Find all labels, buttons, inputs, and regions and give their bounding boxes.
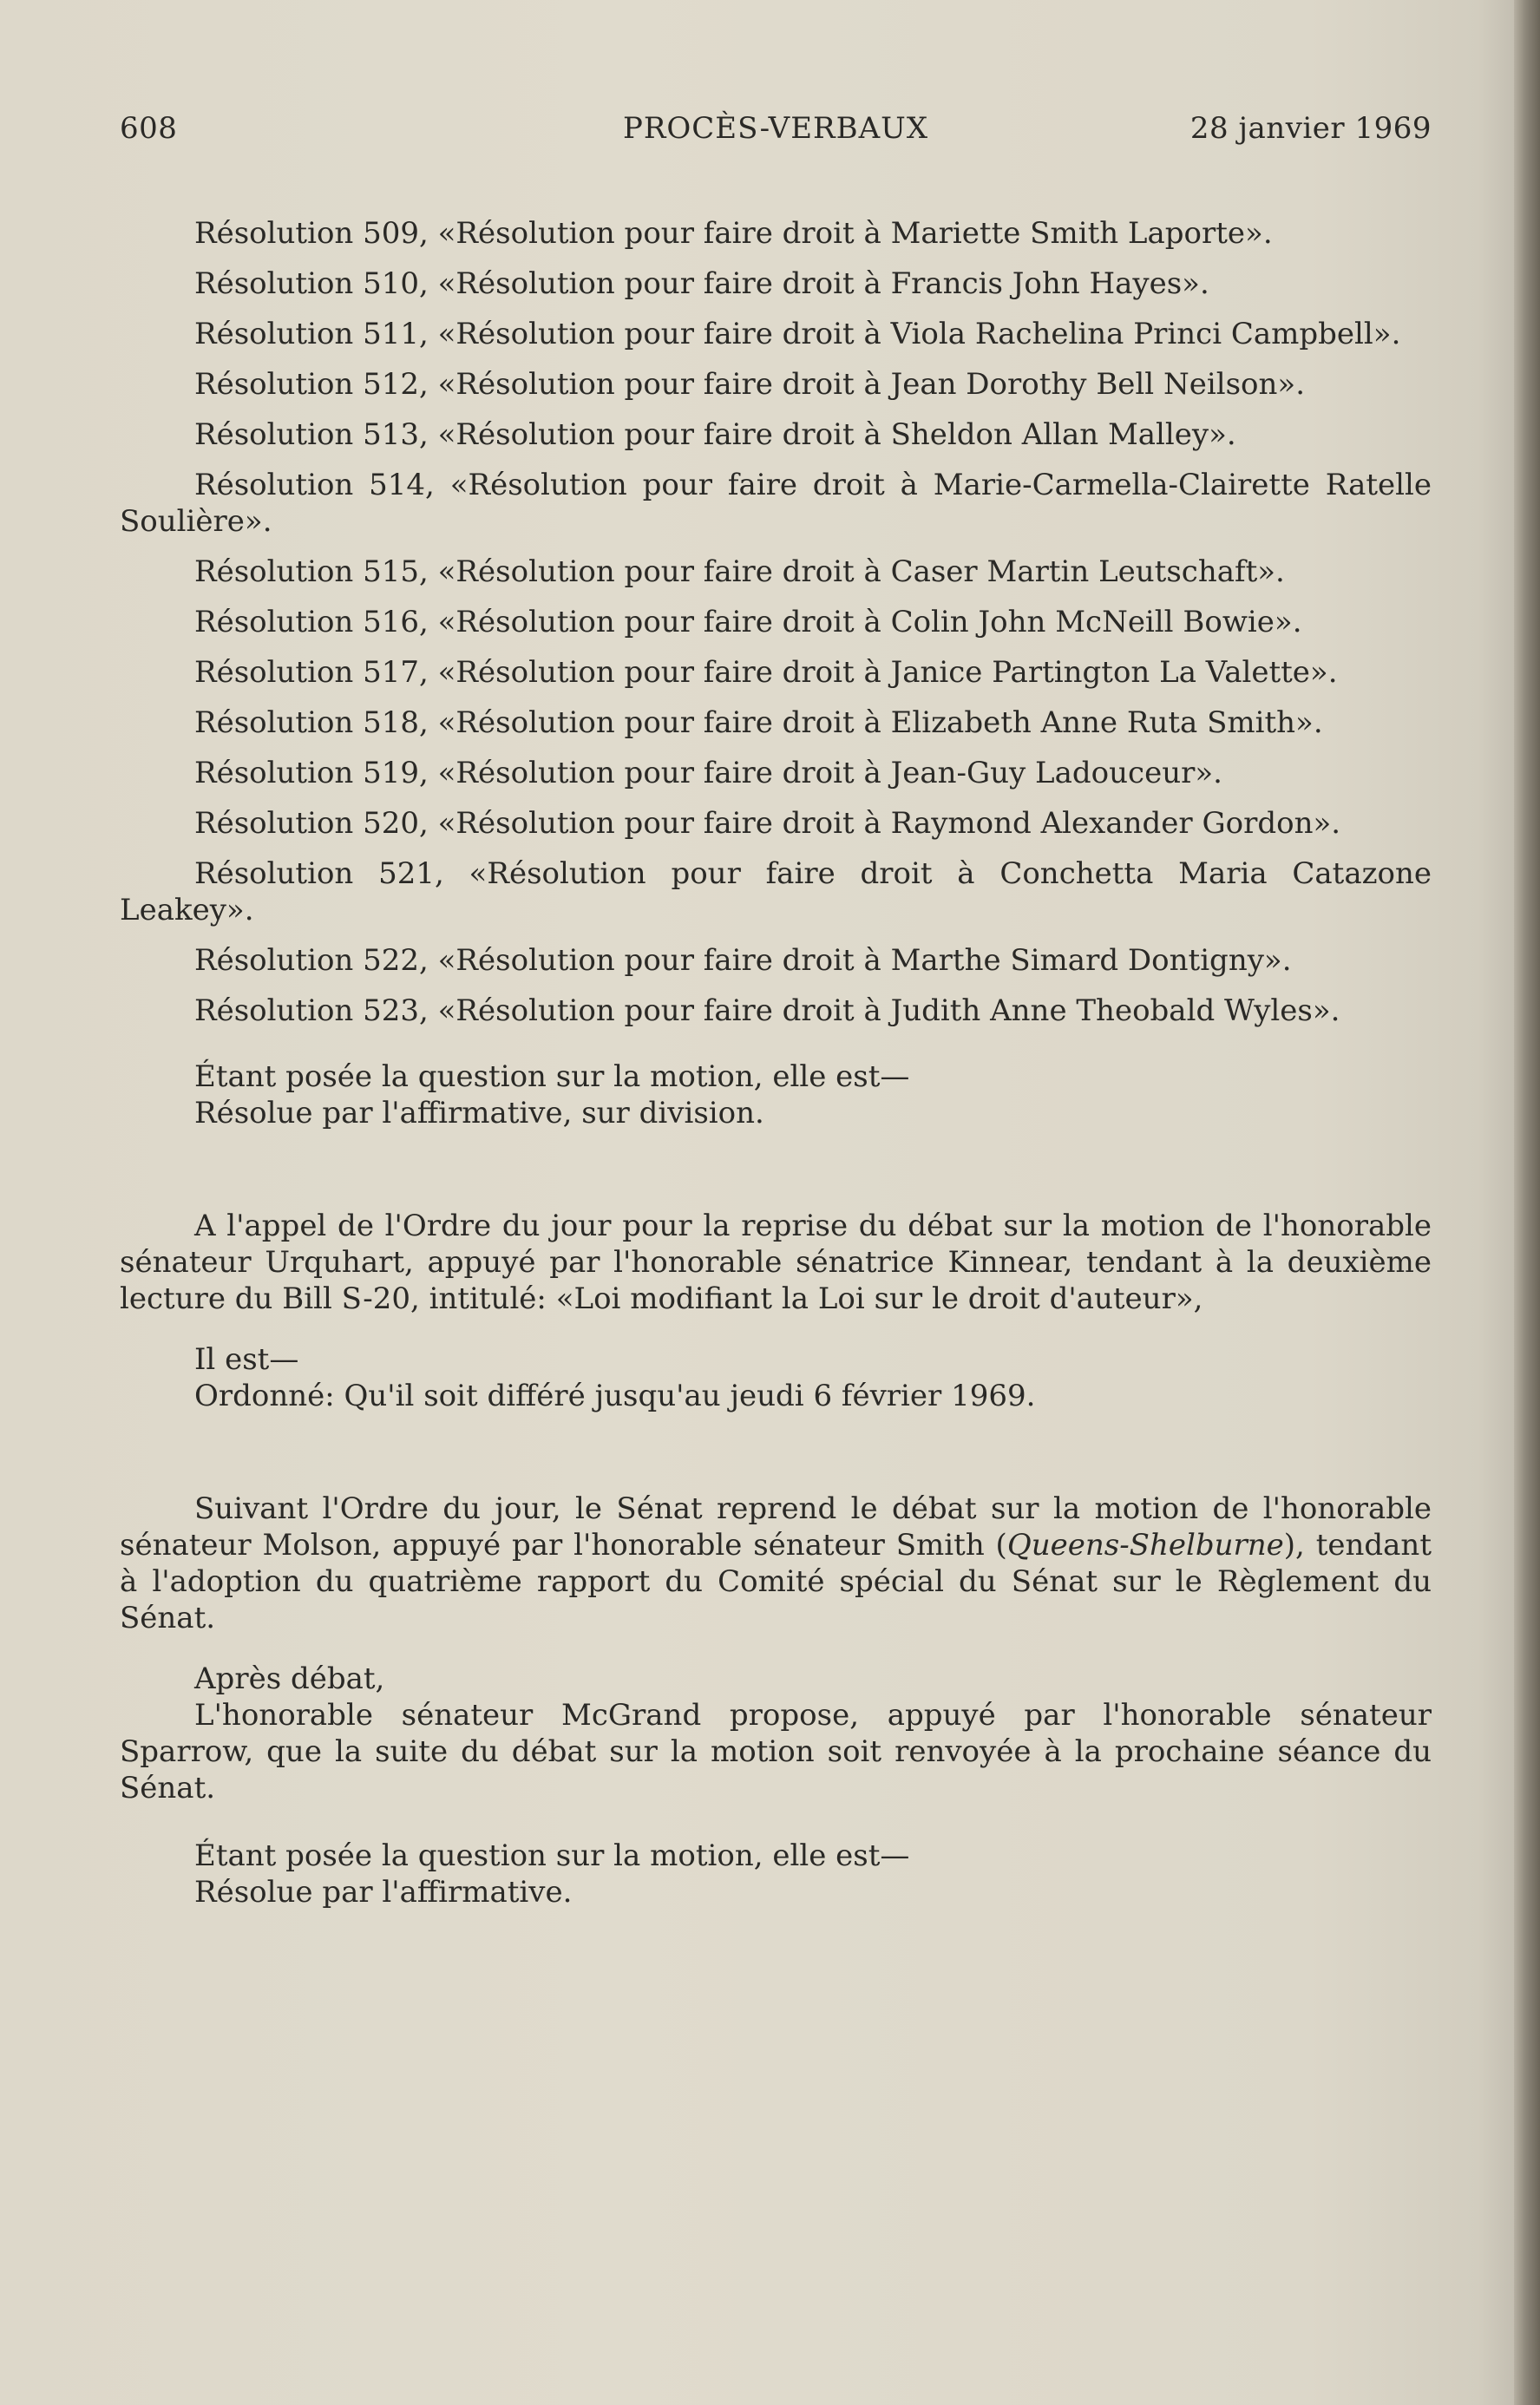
page-date: 28 janvier 1969 xyxy=(1189,111,1432,146)
resolution-item: Résolution 517, «Résolution pour faire droit à Janice Partington La Valette». xyxy=(194,655,1338,690)
resolution-item: Résolution 523, «Résolution pour faire droit à Judith Anne Theobald Wyles». xyxy=(194,993,1340,1028)
page-title: PROCÈS-VERBAUX xyxy=(622,111,929,146)
vote-result-line: Résolue par l'affirmative. xyxy=(194,1875,573,1910)
page-header xyxy=(120,111,1432,154)
vote-result-1 xyxy=(120,1058,1432,1131)
fourth-report-paragraph: Suivant l'Ordre du jour, le Sénat reprend le débat sur la motion de l'honorable sénateur Molson, appuyé par l'honorable sénateur Smith (Queens-Shelburne), tendant à l'adoption du quatrième rapport du Comité spécial du Sénat sur le Règlement du Sénat. xyxy=(120,1491,1432,1635)
resolution-item: Résolution 510, «Résolution pour faire droit à Francis John Hayes». xyxy=(194,266,1209,301)
resolution-item: Résolution 521, «Résolution pour faire droit à Conchetta Maria Catazone Leakey». xyxy=(120,856,1432,927)
page-number: 608 xyxy=(120,111,178,146)
resolution-item: Résolution 511, «Résolution pour faire droit à Viola Rachelina Princi Campbell». xyxy=(194,317,1401,351)
vote-result-line: Résolue par l'affirmative, sur division. xyxy=(194,1096,764,1130)
resolution-item: Résolution 520, «Résolution pour faire droit à Raymond Alexander Gordon». xyxy=(194,806,1341,841)
document-body xyxy=(120,215,1432,1910)
riding-name: Queens-Shelburne xyxy=(1006,1528,1284,1563)
resolution-item: Résolution 518, «Résolution pour faire droit à Elizabeth Anne Ruta Smith». xyxy=(194,705,1323,740)
resolution-item: Résolution 516, «Résolution pour faire droit à Colin John McNeill Bowie». xyxy=(194,605,1302,639)
resolution-item: Résolution 509, «Résolution pour faire droit à Mariette Smith Laporte». xyxy=(194,216,1273,251)
resolution-item: Résolution 513, «Résolution pour faire droit à Sheldon Allan Malley». xyxy=(194,417,1236,452)
proposal-paragraph: L'honorable sénateur McGrand propose, appuyé par l'honorable sénateur Sparrow, que la suite du débat sur la motion soit renvoyée à la prochaine séance du Sénat. xyxy=(120,1698,1432,1805)
resolution-item: Résolution 512, «Résolution pour faire droit à Jean Dorothy Bell Neilson». xyxy=(194,367,1306,402)
page-edge xyxy=(1514,0,1540,2405)
section-bill-s20 xyxy=(120,1208,1432,1414)
order-line: Il est— xyxy=(194,1342,299,1377)
section-fourth-report xyxy=(120,1491,1432,1910)
after-debate-line: Après débat, xyxy=(194,1661,385,1696)
bill-s20-paragraph: A l'appel de l'Ordre du jour pour la reprise du débat sur la motion de l'honorable sénateur Urquhart, appuyé par l'honorable sénatrice Kinnear, tendant à la deuxième lecture du Bill S-20, intitulé: «Loi modifiant la Loi sur le droit d'auteur», xyxy=(120,1209,1432,1316)
resolution-list xyxy=(120,215,1432,1029)
vote-question-line: Étant posée la question sur la motion, elle est— xyxy=(194,1838,910,1873)
resolution-item: Résolution 522, «Résolution pour faire droit à Marthe Simard Dontigny». xyxy=(194,943,1292,978)
resolution-item: Résolution 515, «Résolution pour faire droit à Caser Martin Leutschaft». xyxy=(194,554,1285,589)
resolution-item: Résolution 514, «Résolution pour faire droit à Marie-Carmella-Clairette Ratelle Soulière». xyxy=(120,468,1432,539)
order-decision-line: Ordonné: Qu'il soit différé jusqu'au jeudi 6 février 1969. xyxy=(194,1379,1036,1413)
resolution-item: Résolution 519, «Résolution pour faire droit à Jean-Guy Ladouceur». xyxy=(194,756,1222,790)
vote-question-line: Étant posée la question sur la motion, elle est— xyxy=(194,1059,910,1094)
